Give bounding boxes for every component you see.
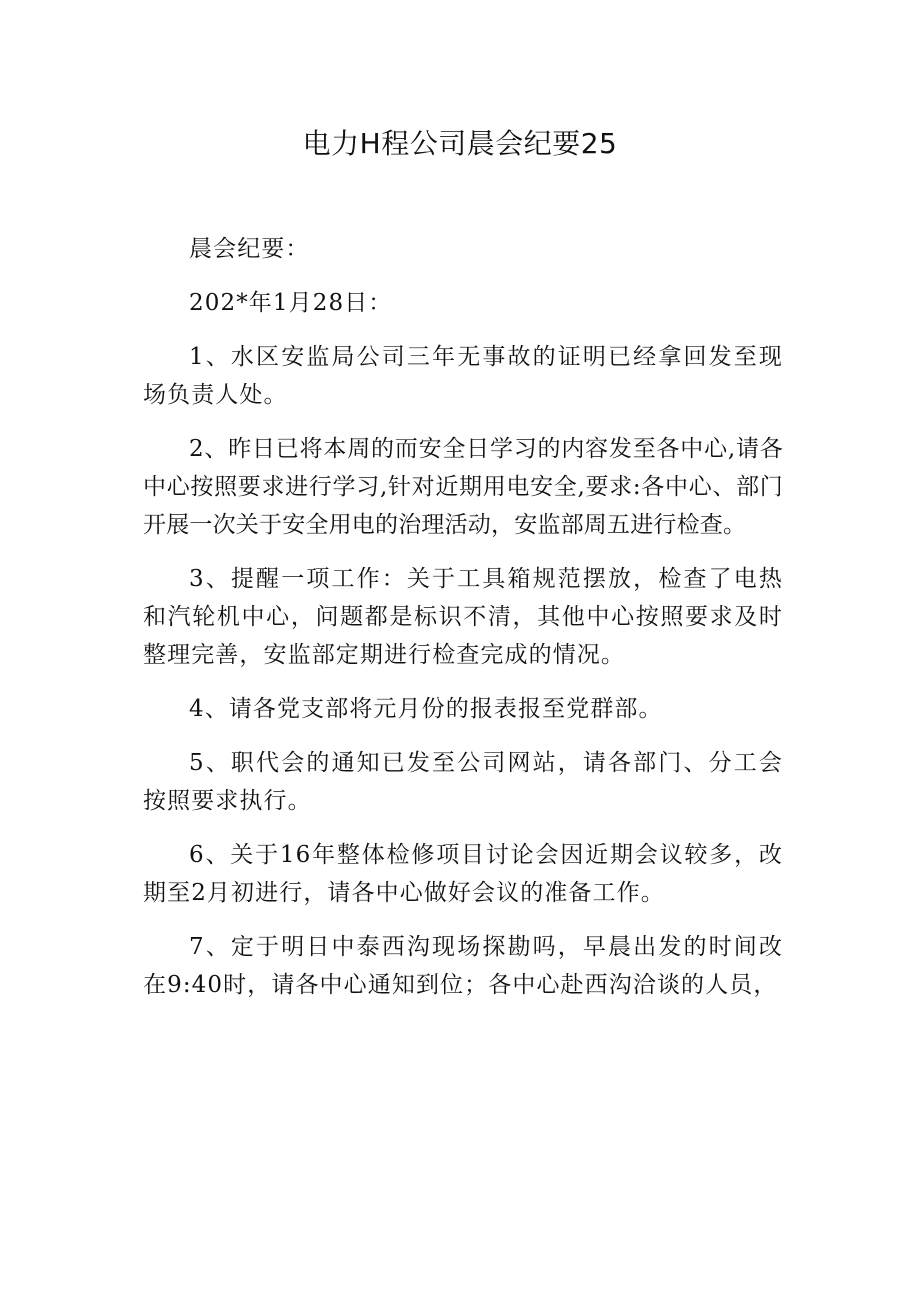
item-4: 4、请各党支部将元月份的报表报至党群部。 [189, 696, 663, 722]
item-5: 5、职代会的通知已发至公司网站，请各部门、分工会按照要求执行。 [143, 750, 783, 814]
document-body [143, 230, 783, 1020]
item-7: 7、定于明日中泰西沟现场探勘吗，早晨出发的时间改在9:40时，请各中心通知到位；各中心赴西沟洽谈的人员， [143, 934, 783, 998]
meeting-heading: 晨会纪要： [189, 236, 310, 262]
item-6: 6、关于16年整体检修项目讨论会因近期会议较多，改期至2月初进行，请各中心做好会议的准备工作。 [143, 842, 783, 906]
item-1: 1、水区安监局公司三年无事故的证明已经拿回发至现场负责人处。 [143, 344, 783, 408]
item-3: 3、提醒一项工作：关于工具箱规范摆放，检查了电热和汽轮机中心，问题都是标识不清，其他中心按照要求及时整理完善，安监部定期进行检查完成的情况。 [143, 566, 783, 668]
document-title: 电力H程公司晨会纪要25 [302, 127, 618, 160]
item-2: 2、昨日已将本周的而安全日学习的内容发至各中心,请各中心按照要求进行学习,针对近期用电安全,要求:各中心、部门开展一次关于安全用电的治理活动，安监部周五进行检查。 [143, 436, 783, 538]
meeting-date: 202*年1月28日： [189, 290, 393, 316]
